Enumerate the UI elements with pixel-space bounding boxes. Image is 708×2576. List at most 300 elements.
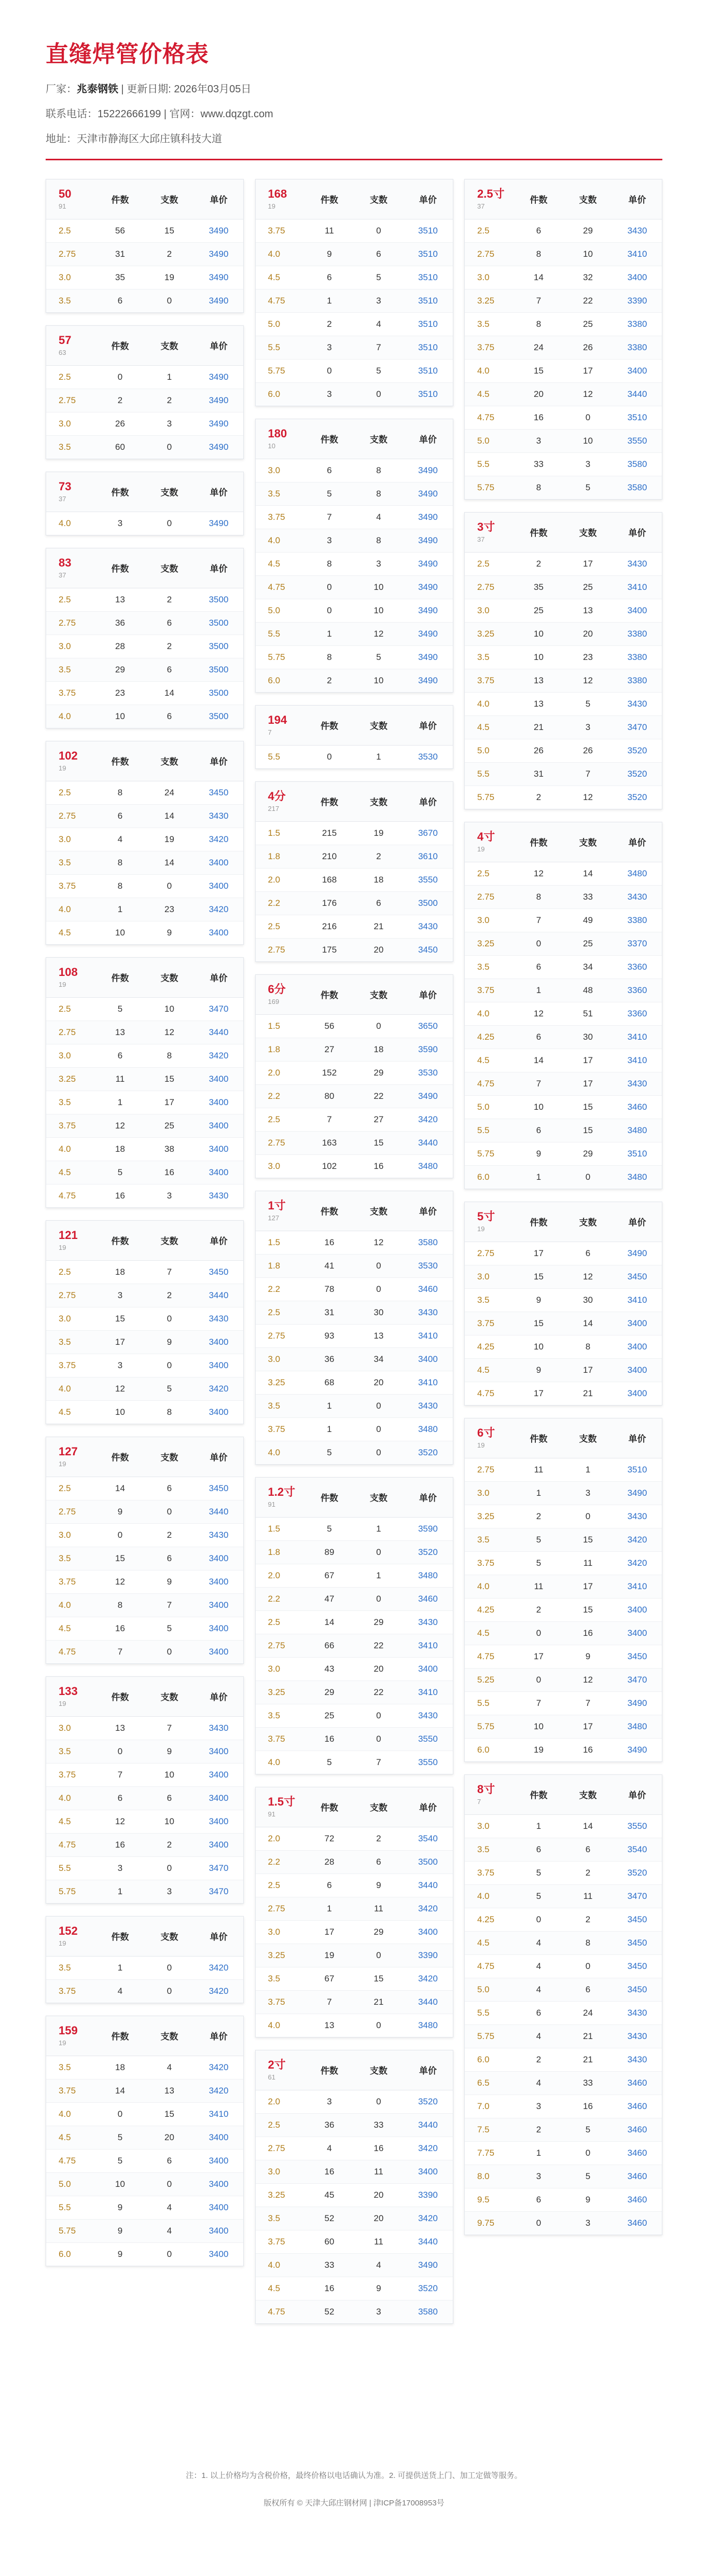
price-cell: 3360 <box>627 961 647 972</box>
qty-cell: 14 <box>534 272 544 282</box>
table-row <box>465 1358 662 1382</box>
spec-heading <box>46 1437 95 1477</box>
bundle-cell: 8 <box>585 1937 591 1948</box>
table-row <box>46 412 243 435</box>
bundle-cell: 26 <box>583 745 593 755</box>
qty-cell: 7 <box>327 1114 332 1124</box>
bundle-cell: 29 <box>373 1067 384 1078</box>
price-cell: 3410 <box>627 1055 647 1065</box>
qty-cell: 10 <box>115 1407 125 1417</box>
bundle-cell: 18 <box>373 874 384 885</box>
thickness-cell: 6.0 <box>268 675 281 685</box>
price-cell: 3510 <box>418 365 438 376</box>
thickness-cell: 2.75 <box>477 891 495 902</box>
bundle-header: 支数 <box>354 706 404 745</box>
price-cell: 3420 <box>209 2062 229 2072</box>
thickness-cell: 3.0 <box>59 1050 71 1060</box>
table-row <box>46 921 243 944</box>
price-cell: 3400 <box>418 1926 438 1937</box>
price-cell: 3420 <box>209 904 229 914</box>
thickness-cell: 5.75 <box>59 2225 76 2236</box>
table-row <box>256 891 453 915</box>
price-cell: 3400 <box>209 1167 229 1177</box>
table-row <box>256 845 453 868</box>
qty-cell: 16 <box>324 2166 335 2176</box>
spec-count: 217 <box>268 805 280 813</box>
qty-cell: 11 <box>534 1581 544 1591</box>
price-cell: 3500 <box>209 594 229 604</box>
bundle-cell: 0 <box>585 2147 591 2158</box>
price-cell: 3550 <box>627 435 647 446</box>
table-row <box>46 1044 243 1067</box>
thickness-cell: 4.0 <box>59 1793 71 1803</box>
spec-name: 6分 <box>268 983 286 996</box>
thickness-cell: 2.2 <box>268 898 281 908</box>
thickness-cell: 3.5 <box>477 1294 490 1305</box>
bundle-cell: 8 <box>376 465 381 475</box>
qty-cell: 4 <box>536 1937 542 1948</box>
qty-cell: 12 <box>534 868 544 878</box>
qty-cell: 7 <box>327 512 332 522</box>
price-cell: 3520 <box>627 768 647 779</box>
price-table <box>46 2016 243 2266</box>
price-cell: 3460 <box>627 2171 647 2181</box>
price-cell: 3490 <box>627 1744 647 1755</box>
thickness-cell: 5.25 <box>477 1674 495 1685</box>
table-row <box>465 955 662 979</box>
bundle-cell: 21 <box>583 2031 593 2041</box>
bundle-cell: 0 <box>166 2179 172 2189</box>
thickness-cell: 3.0 <box>477 915 490 925</box>
price-cell: 3420 <box>209 2085 229 2096</box>
price-cell: 3520 <box>627 745 647 755</box>
price-cell: 3490 <box>418 675 438 685</box>
qty-cell: 23 <box>115 687 125 698</box>
qty-cell: 5 <box>117 1167 123 1177</box>
table-row <box>256 1587 453 1610</box>
site-link[interactable]: www.dqzgt.com <box>200 108 273 120</box>
bundle-cell: 14 <box>164 857 174 867</box>
price-cell: 3490 <box>418 535 438 545</box>
qty-cell: 7 <box>327 1996 332 2007</box>
thickness-cell: 5.0 <box>268 319 281 329</box>
table-row <box>256 1967 453 1990</box>
spec-count: 37 <box>59 571 66 580</box>
spec-card <box>255 2050 453 2324</box>
qty-cell: 5 <box>327 1757 332 1767</box>
address-text: 天津市静海区大邱庄镇科技大道 <box>77 133 222 145</box>
price-cell: 3400 <box>209 1407 229 1417</box>
table-row <box>256 938 453 961</box>
spec-name: 4分 <box>268 790 286 803</box>
table-row <box>465 266 662 289</box>
bundle-cell: 29 <box>583 225 593 236</box>
table-row <box>46 658 243 681</box>
price-cell: 3420 <box>418 1114 438 1124</box>
price-table <box>256 2050 453 2323</box>
price-cell: 3400 <box>209 2155 229 2166</box>
table-row <box>256 1704 453 1727</box>
thickness-cell: 5.0 <box>477 1101 490 1112</box>
thickness-cell: 2.5 <box>59 787 71 797</box>
spec-heading <box>465 822 514 862</box>
qty-cell: 80 <box>324 1091 335 1101</box>
table-row <box>46 611 243 635</box>
spec-heading <box>46 741 95 781</box>
table-row <box>256 359 453 382</box>
spec-name: 57 <box>59 334 72 347</box>
bundle-cell: 15 <box>583 1604 593 1615</box>
bundle-cell: 12 <box>583 792 593 802</box>
spec-heading <box>46 1221 95 1260</box>
spec-name: 2.5寸 <box>477 187 505 201</box>
bundle-cell: 14 <box>164 810 174 821</box>
thickness-cell: 3.25 <box>268 1950 285 1960</box>
thickness-cell: 4.0 <box>268 249 281 259</box>
bundle-cell: 4 <box>376 512 381 522</box>
spec-card <box>46 957 244 1208</box>
thickness-cell: 2.5 <box>477 558 490 569</box>
table-row <box>465 406 662 429</box>
spec-card <box>46 2016 244 2266</box>
qty-cell: 1 <box>536 1172 542 1182</box>
thickness-cell: 5.0 <box>477 1984 490 1994</box>
table-row <box>465 1481 662 1505</box>
table-row <box>465 289 662 312</box>
bundle-cell: 0 <box>166 518 172 528</box>
price-header: 单价 <box>404 180 453 219</box>
thickness-cell: 4.75 <box>477 1388 495 1398</box>
qty-header: 件数 <box>95 326 145 365</box>
thickness-cell: 3.75 <box>477 985 495 995</box>
price-column <box>46 179 244 2266</box>
price-cell: 3470 <box>209 1863 229 1873</box>
bundle-cell: 10 <box>164 1816 174 1826</box>
table-row <box>256 2113 453 2137</box>
table-row <box>465 452 662 476</box>
thickness-cell: 1.8 <box>268 851 281 861</box>
bundle-header: 支数 <box>354 1191 404 1231</box>
thickness-cell: 3.25 <box>477 1511 495 1521</box>
qty-cell: 16 <box>115 1839 125 1850</box>
table-row <box>256 312 453 336</box>
price-cell: 3400 <box>627 1318 647 1328</box>
table-row <box>46 2149 243 2172</box>
table-row <box>256 1231 453 1254</box>
thickness-cell: 3.5 <box>59 1962 71 1973</box>
qty-cell: 78 <box>324 1284 335 1294</box>
table-row <box>46 1260 243 1284</box>
thickness-cell: 2.75 <box>59 617 76 628</box>
bundle-cell: 10 <box>583 435 593 446</box>
qty-cell: 8 <box>536 249 542 259</box>
thickness-cell: 4.5 <box>59 1407 71 1417</box>
bundle-header: 支数 <box>354 2050 404 2090</box>
table-row <box>256 1084 453 1108</box>
qty-cell: 2 <box>536 2054 542 2064</box>
bundle-cell: 29 <box>373 1926 384 1937</box>
price-cell: 3460 <box>627 2147 647 2158</box>
bundle-cell: 2 <box>166 1290 172 1300</box>
thickness-cell: 3.5 <box>59 1746 71 1756</box>
table-row <box>46 1354 243 1377</box>
price-cell: 3480 <box>627 1721 647 1731</box>
price-table <box>465 1202 662 1405</box>
thickness-cell: 2.75 <box>59 1290 76 1300</box>
bundle-cell: 13 <box>164 2085 174 2096</box>
qty-header: 件数 <box>95 1677 145 1716</box>
table-header-row <box>46 1221 243 1260</box>
bundle-cell: 14 <box>583 868 593 878</box>
price-table <box>465 513 662 809</box>
bundle-cell: 19 <box>164 272 174 282</box>
spec-count: 127 <box>268 1214 280 1222</box>
price-cell: 3500 <box>209 711 229 721</box>
spec-count: 91 <box>59 202 66 211</box>
spec-count: 19 <box>59 2039 66 2047</box>
bundle-cell: 7 <box>376 1757 381 1767</box>
table-row <box>256 2300 453 2323</box>
qty-cell: 2 <box>327 319 332 329</box>
qty-cell: 8 <box>536 891 542 902</box>
bundle-cell: 22 <box>373 1687 384 1697</box>
price-cell: 3480 <box>627 1125 647 1135</box>
price-columns <box>46 179 662 2324</box>
thickness-cell: 4.25 <box>477 1341 495 1352</box>
thickness-cell: 4.5 <box>477 1055 490 1065</box>
price-cell: 3520 <box>418 1447 438 1457</box>
thickness-cell: 2.5 <box>268 1880 281 1890</box>
table-row <box>256 266 453 289</box>
spec-heading <box>256 706 305 745</box>
table-row <box>46 365 243 389</box>
thickness-cell: 4.0 <box>59 1600 71 1610</box>
bundle-header: 支数 <box>145 472 194 512</box>
table-row <box>256 289 453 312</box>
price-cell: 3440 <box>418 1996 438 2007</box>
thickness-cell: 4.75 <box>477 1961 495 1971</box>
qty-cell: 216 <box>322 921 337 931</box>
qty-cell: 8 <box>327 652 332 662</box>
price-cell: 3460 <box>418 1593 438 1604</box>
thickness-cell: 6.0 <box>59 2249 71 2259</box>
table-row <box>465 739 662 762</box>
bundle-cell: 3 <box>166 1886 172 1896</box>
qty-header: 件数 <box>305 706 354 745</box>
thickness-cell: 2.75 <box>59 395 76 405</box>
price-cell: 3400 <box>209 1769 229 1780</box>
table-header-row <box>256 1478 453 1517</box>
spec-name: 121 <box>59 1229 78 1242</box>
bundle-cell: 10 <box>164 1769 174 1780</box>
price-cell: 3380 <box>627 319 647 329</box>
thickness-cell: 2.2 <box>268 1284 281 1294</box>
thickness-cell: 4.5 <box>59 2132 71 2142</box>
qty-cell: 28 <box>115 641 125 651</box>
spec-count: 19 <box>477 1225 485 1233</box>
thickness-cell: 3.5 <box>268 2213 281 2223</box>
bundle-cell: 21 <box>373 921 384 931</box>
bundle-cell: 4 <box>166 2202 172 2212</box>
qty-cell: 9 <box>117 2249 123 2259</box>
bundle-cell: 16 <box>373 1161 384 1171</box>
thickness-cell: 3.75 <box>59 1769 76 1780</box>
table-header-row <box>46 1677 243 1716</box>
table-row <box>465 336 662 359</box>
thickness-cell: 3.0 <box>477 1271 490 1282</box>
price-cell: 3510 <box>418 295 438 306</box>
table-header-row <box>256 1191 453 1231</box>
price-cell: 3490 <box>209 295 229 306</box>
spec-card <box>464 1202 662 1406</box>
qty-cell: 4 <box>117 834 123 844</box>
qty-cell: 3 <box>536 2101 542 2111</box>
bundle-cell: 30 <box>373 1307 384 1317</box>
table-row <box>465 2001 662 2024</box>
table-row <box>46 1067 243 1091</box>
price-cell: 3430 <box>627 2054 647 2064</box>
table-header-row <box>256 1787 453 1827</box>
table-row <box>465 715 662 739</box>
thickness-cell: 5.5 <box>477 768 490 779</box>
table-header-row <box>465 513 662 552</box>
spec-name: 152 <box>59 1924 78 1938</box>
qty-cell: 1 <box>327 1424 332 1434</box>
qty-cell: 43 <box>324 1663 335 1674</box>
qty-cell: 0 <box>117 1530 123 1540</box>
thickness-cell: 4.75 <box>477 1078 495 1089</box>
qty-cell: 14 <box>324 1617 335 1627</box>
qty-cell: 14 <box>534 1055 544 1065</box>
price-cell: 3550 <box>418 1733 438 1744</box>
thickness-cell: 4.75 <box>477 412 495 422</box>
table-row <box>256 622 453 645</box>
qty-cell: 8 <box>327 558 332 569</box>
thickness-cell: 2.75 <box>268 1903 285 1913</box>
spec-card <box>46 1676 244 1904</box>
spec-count: 91 <box>268 1500 275 1509</box>
bundle-cell: 4 <box>166 2062 172 2072</box>
price-cell: 3530 <box>418 1067 438 1078</box>
bundle-cell: 7 <box>166 1266 172 1277</box>
phone-number[interactable]: 15222666199 <box>98 108 161 120</box>
qty-cell: 2 <box>327 675 332 685</box>
price-cell: 3500 <box>209 664 229 674</box>
price-cell: 3550 <box>418 1757 438 1767</box>
bundle-cell: 0 <box>166 1646 172 1657</box>
table-header-row <box>256 180 453 219</box>
spec-name: 194 <box>268 713 287 727</box>
table-row <box>256 645 453 669</box>
thickness-cell: 3.5 <box>59 442 71 452</box>
price-cell: 3400 <box>209 927 229 938</box>
qty-cell: 19 <box>534 1744 544 1755</box>
spec-card <box>464 822 662 1189</box>
price-cell: 3590 <box>418 1044 438 1054</box>
table-row <box>465 2165 662 2188</box>
price-cell: 3530 <box>418 751 438 762</box>
spec-card <box>46 1437 244 1664</box>
page-footer <box>0 2470 708 2508</box>
table-row <box>256 505 453 529</box>
qty-cell: 12 <box>115 1120 125 1131</box>
qty-cell: 67 <box>324 1973 335 1983</box>
bundle-cell: 10 <box>373 582 384 592</box>
qty-cell: 17 <box>324 1926 335 1937</box>
qty-cell: 9 <box>536 1148 542 1159</box>
qty-cell: 1 <box>536 1487 542 1498</box>
qty-cell: 3 <box>536 2171 542 2181</box>
bundle-cell: 15 <box>164 2109 174 2119</box>
price-cell: 3490 <box>418 1091 438 1101</box>
table-row <box>46 1763 243 1786</box>
qty-cell: 6 <box>536 961 542 972</box>
table-row <box>256 1154 453 1178</box>
qty-cell: 93 <box>324 1330 335 1341</box>
table-row <box>465 645 662 669</box>
bundle-cell: 15 <box>583 1534 593 1545</box>
price-cell: 3450 <box>627 1914 647 1924</box>
bundle-cell: 8 <box>376 535 381 545</box>
bundle-header: 支数 <box>354 1787 404 1827</box>
table-row <box>256 1610 453 1634</box>
qty-cell: 11 <box>534 1464 544 1475</box>
table-row <box>465 1954 662 1978</box>
bundle-cell: 2 <box>376 851 381 861</box>
thickness-cell: 4.5 <box>268 272 281 282</box>
table-row <box>256 1038 453 1061</box>
price-cell: 3400 <box>209 857 229 867</box>
table-row <box>256 2160 453 2183</box>
price-header: 单价 <box>404 419 453 459</box>
table-row <box>465 669 662 692</box>
price-cell: 3490 <box>418 605 438 615</box>
qty-cell: 0 <box>117 2109 123 2119</box>
bundle-cell: 7 <box>166 1723 172 1733</box>
table-row <box>256 1564 453 1587</box>
thickness-cell: 2.5 <box>268 2119 281 2130</box>
price-header: 单价 <box>404 706 453 745</box>
price-cell: 3400 <box>627 1604 647 1615</box>
thickness-cell: 2.75 <box>477 249 495 259</box>
qty-cell: 0 <box>327 365 332 376</box>
table-row <box>465 885 662 908</box>
qty-cell: 10 <box>115 927 125 938</box>
table-header-row <box>256 706 453 745</box>
price-cell: 3380 <box>627 652 647 662</box>
spec-count: 19 <box>59 1939 66 1948</box>
bundle-cell: 2 <box>585 1867 591 1878</box>
qty-cell: 0 <box>536 2217 542 2228</box>
price-header: 单价 <box>404 1478 453 1517</box>
bundle-cell: 11 <box>374 1903 383 1913</box>
table-row <box>46 242 243 266</box>
bundle-cell: 11 <box>583 1558 593 1568</box>
bundle-cell: 17 <box>583 1721 593 1731</box>
qty-header: 件数 <box>305 1787 354 1827</box>
thickness-cell: 9.5 <box>477 2194 490 2205</box>
spec-heading <box>256 180 305 219</box>
qty-cell: 6 <box>536 2007 542 2018</box>
price-cell: 3490 <box>418 488 438 499</box>
price-cell: 3470 <box>209 1886 229 1896</box>
bundle-header: 支数 <box>354 419 404 459</box>
qty-cell: 0 <box>536 1914 542 1924</box>
spec-name: 1寸 <box>268 1199 286 1213</box>
price-header: 单价 <box>613 180 662 219</box>
bundle-header: 支数 <box>145 180 194 219</box>
price-header: 单价 <box>404 975 453 1014</box>
